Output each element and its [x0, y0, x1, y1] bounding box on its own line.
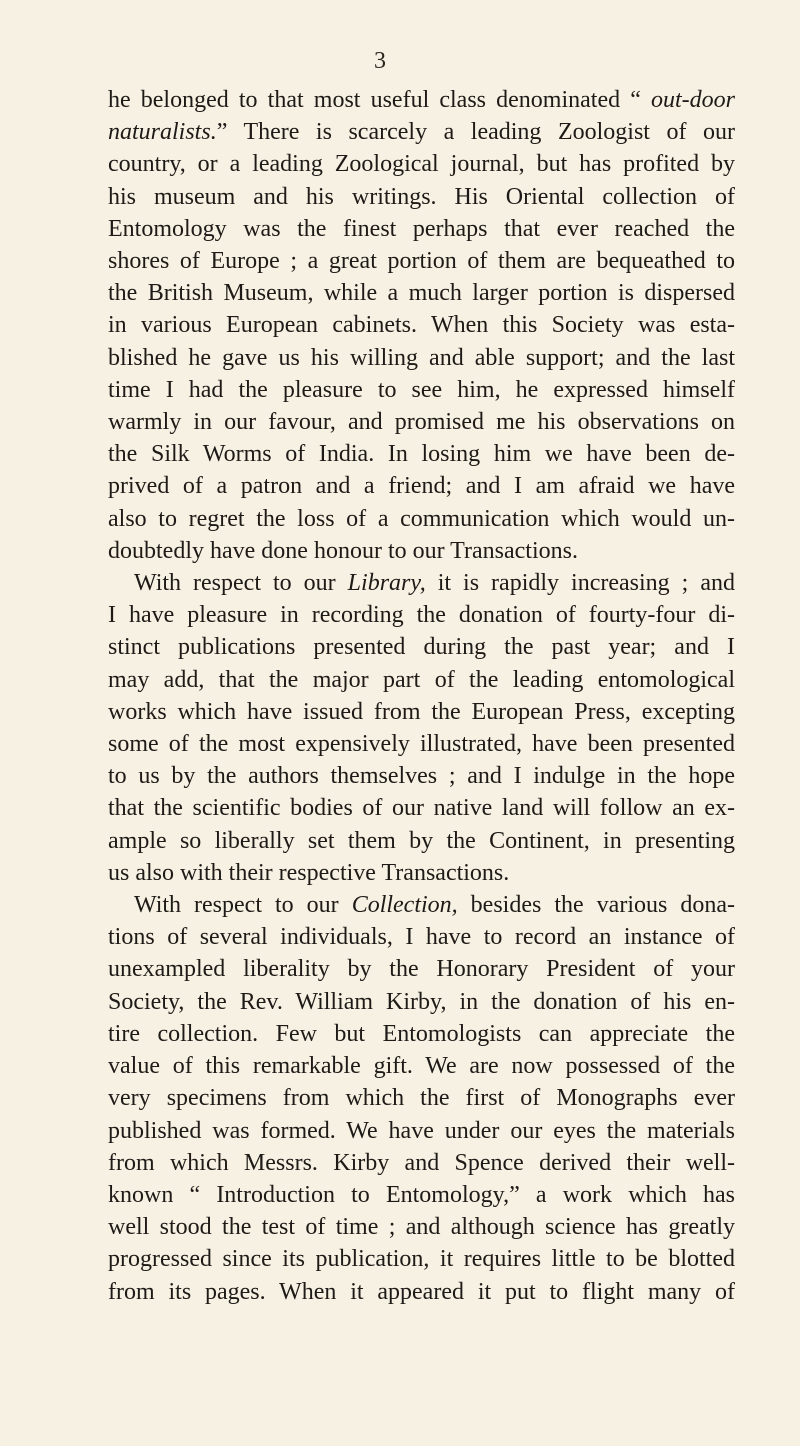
text-run: blished he gave us his willing and able support; and the last [108, 344, 735, 371]
text-line [108, 342, 735, 374]
text-run: it is rapidly increasing ; and [425, 570, 735, 597]
text-line [108, 374, 735, 406]
text-run: prived of a patron and a friend; and I am afraid we have [108, 473, 735, 500]
text-run: ” There is scarcely a leading Zoologist of our [216, 119, 735, 146]
text-line [108, 825, 735, 857]
text-line [108, 406, 735, 438]
text-line [108, 1243, 735, 1275]
text-line [108, 631, 735, 663]
text-line [108, 1018, 735, 1050]
text-run: he belonged to that most useful class denominated “ [108, 87, 651, 113]
text-run: country, or a leading Zoological journal, but has profited by [108, 151, 735, 178]
text-run: from which Messrs. Kirby and Spence derived their well- [108, 1149, 735, 1176]
text-line [108, 1179, 735, 1211]
text-line [108, 438, 735, 470]
text-run: unexampled liberality by the Honorary President of your [108, 956, 735, 983]
italic-text: naturalists. [108, 119, 217, 146]
text-line [108, 535, 735, 567]
text-run: Entomology was the finest perhaps that ever reached the [108, 215, 735, 242]
text-line [108, 664, 735, 696]
text-line [108, 599, 735, 631]
text-run: works which have issued from the European Press, excepting [108, 698, 735, 725]
text-line [108, 1276, 735, 1308]
text-run: time I had the pleasure to see him, he expressed himself [108, 376, 735, 403]
text-line [108, 760, 735, 792]
text-run: doubtedly have done honour to our Transactions. [108, 537, 578, 564]
text-run: besides the various dona- [457, 892, 735, 919]
text-line [108, 84, 735, 116]
text-run: With respect to our [134, 892, 352, 919]
text-line [108, 567, 735, 599]
text-run: value of this remarkable gift. We are now possessed of the [108, 1053, 735, 1080]
text-run: from its pages. When it appeared it put to flight many of [108, 1278, 735, 1305]
text-line [108, 470, 735, 502]
text-run: I have pleasure in recording the donation of fourty-four di- [108, 602, 735, 629]
text-run: his museum and his writings. His Oriental collection of [108, 183, 735, 210]
text-run: tions of several individuals, I have to record an instance of [108, 924, 735, 951]
text-line [108, 116, 735, 148]
text-run: that the scientific bodies of our native land will follow an ex- [108, 795, 735, 822]
text-line [108, 213, 735, 245]
text-run: known “ Introduction to Entomology,” a work which has [108, 1181, 735, 1208]
text-run: the Silk Worms of India. In losing him we have been de- [108, 441, 735, 468]
text-line [108, 1115, 735, 1147]
text-run: warmly in our favour, and promised me his observations on [108, 409, 735, 436]
text-run: us also with their respective Transactions. [108, 859, 510, 886]
text-line [108, 245, 735, 277]
text-run: some of the most expensively illustrated, have been presented [108, 731, 735, 758]
text-line [108, 277, 735, 309]
text-run: very specimens from which the first of Monographs ever [108, 1085, 735, 1112]
text-line [108, 728, 735, 760]
text-line [108, 1050, 735, 1082]
text-line [108, 921, 735, 953]
text-run: stinct publications presented during the past year; and I [108, 634, 735, 661]
text-run: With respect to our [134, 570, 348, 597]
italic-text: Collection, [351, 892, 458, 919]
text-run: progressed since its publication, it requires little to be blotted [108, 1246, 735, 1273]
text-line [108, 181, 735, 213]
text-line [108, 953, 735, 985]
text-run: also to regret the loss of a communication which would un- [108, 505, 735, 532]
text-line [108, 792, 735, 824]
text-line [108, 148, 735, 180]
text-line [108, 696, 735, 728]
text-line [108, 1211, 735, 1243]
italic-text: Library, [347, 570, 426, 597]
text-run: published was formed. We have under our eyes the materials [108, 1117, 735, 1144]
text-run: to us by the authors themselves ; and I indulge in the hope [108, 763, 735, 790]
text-run: may add, that the major part of the leading entomological [108, 666, 735, 693]
italic-text: out-door [651, 87, 735, 113]
text-line [108, 1147, 735, 1179]
text-run: shores of Europe ; a great portion of them are bequeathed to [108, 248, 735, 275]
text-run: in various European cabinets. When this Society was esta- [108, 312, 735, 339]
text-run: ample so liberally set them by the Continent, in presenting [108, 827, 735, 854]
text-line [108, 1082, 735, 1114]
text-line [108, 503, 735, 535]
text-line [108, 309, 735, 341]
body-text [108, 84, 735, 1308]
text-run: tire collection. Few but Entomologists can appreciate the [108, 1020, 735, 1047]
text-line [108, 986, 735, 1018]
text-run: well stood the test of time ; and although science has greatly [108, 1214, 735, 1241]
text-run: Society, the Rev. William Kirby, in the donation of his en- [108, 988, 735, 1015]
text-line [108, 889, 735, 921]
page-number: 3 [374, 48, 386, 74]
text-line [108, 857, 735, 889]
text-run: the British Museum, while a much larger portion is dispersed [108, 280, 735, 307]
